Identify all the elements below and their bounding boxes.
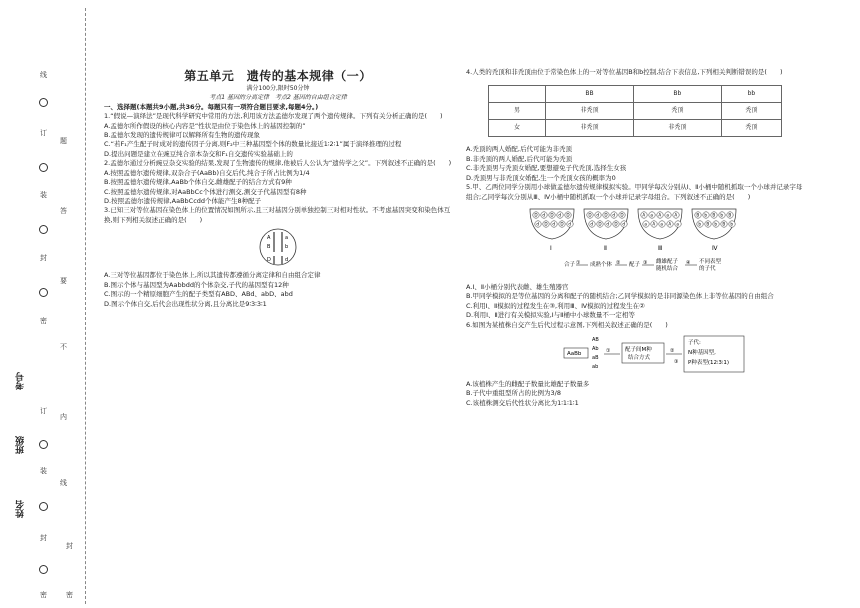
table-cell: 女 <box>489 120 546 137</box>
combination-line1: 配子间M种 <box>625 347 652 354</box>
flow-num: ③ <box>643 259 648 266</box>
gamete: ab <box>592 364 599 371</box>
table-cell: 非秃顶 <box>546 103 634 120</box>
ball-label: A <box>668 221 672 227</box>
question-4-stem: 4.人类的秃顶和非秃顶由位于常染色体上的一对等位基因B和b控制,结合下表信息,下列相关判断错误的是( ) <box>466 68 783 76</box>
q5-option-a: A.Ⅰ、Ⅱ小桶分别代表雌、雄生殖器官 <box>466 282 569 291</box>
table-cell: 秃顶 <box>721 120 781 137</box>
binding-char: 密 <box>40 591 47 599</box>
binding-char: 装 <box>40 467 47 475</box>
allele-label: d <box>285 257 289 264</box>
binding-hole <box>39 163 48 172</box>
flow-step-line2: 的子代 <box>699 265 716 272</box>
binding-cut-line <box>85 8 86 604</box>
bucket <box>530 209 574 252</box>
bucket-label: Ⅲ <box>658 244 663 252</box>
table-cell <box>489 86 546 103</box>
q4-option-d: D.秃顶男与非秃顶女婚配,生一个秃顶女孩的概率为0 <box>466 173 616 182</box>
binding-hole <box>39 565 48 574</box>
binding-hole <box>39 502 48 511</box>
table-cell: 秃顶 <box>633 103 721 120</box>
ball-label: D <box>614 221 618 227</box>
offspring-genotypes: N种基因型, <box>688 350 716 357</box>
ball-label: b <box>714 221 718 227</box>
allele-label: b <box>285 244 289 251</box>
bucket <box>692 209 736 252</box>
ball-label: D <box>544 221 548 227</box>
left-column <box>104 68 452 309</box>
chromosome-cell-figure <box>258 227 298 267</box>
q4-option-a: A.秃顶的两人婚配,后代可能为非秃顶 <box>466 145 572 154</box>
gamete: AB <box>592 337 599 344</box>
ball-label: A <box>674 212 678 218</box>
ball-label: d <box>552 221 556 227</box>
allele-label: B <box>267 244 271 251</box>
ball-label: D <box>598 221 602 227</box>
baldness-table <box>488 85 782 137</box>
ball-label: D <box>534 212 538 218</box>
binding-char: 线 <box>40 71 47 79</box>
bucket <box>584 209 628 252</box>
q3-option-b: B.图示个体与基因型为Aabbdd的个体杂交,子代的基因型有12种 <box>104 280 289 289</box>
binding-hole <box>39 225 48 234</box>
flow-step-line2: 随机结合 <box>656 265 679 272</box>
q5-option-b: B.甲同学模拟的是等位基因的分离和配子的随机结合;乙同学模拟的是非同源染色体上非等位基因的自由组合 <box>466 292 774 301</box>
bucket <box>638 209 682 252</box>
table-row <box>489 120 782 137</box>
ball-label: D <box>604 212 608 218</box>
table-cell: 非秃顶 <box>633 120 721 137</box>
ball-label: A <box>642 212 646 218</box>
binding-char: 装 <box>40 191 47 199</box>
q1-option-b: B.孟德尔发现的遗传规律可以解释所有生物的遗传现象 <box>104 131 261 140</box>
q1-option-c: C.“若F₁产生配子时成对的遗传因子分离,则F₂中三种基因型个体的数量比接近1∶2∶1”属于演绎推理的过程 <box>104 140 402 149</box>
binding-char: 题 <box>60 137 67 145</box>
ball-label: d <box>558 212 562 218</box>
gamete: Ab <box>592 346 599 353</box>
table-row <box>489 103 782 120</box>
ball-label: A <box>658 212 662 218</box>
combination-line2: 结合方式 <box>628 355 651 362</box>
question-5-stem: 5.甲、乙两位同学分别用小球做孟德尔遗传规律模拟实验。甲同学每次分别从Ⅰ、Ⅱ小桶中随机抓取一个小球并记录字母组合;乙同学每次分别从Ⅲ、Ⅳ小桶中随机抓取一个小球并记录字母组合。下列叙述不正确的是( ) <box>466 183 803 201</box>
ball-label: B <box>712 212 716 218</box>
flow-step: 成熟个体 <box>590 261 613 268</box>
q6-option-c: C.该植株测交后代性状分离比为1∶1∶1∶1 <box>466 398 579 407</box>
score-time-line: 满分100分,限时50分钟 <box>246 85 310 93</box>
label-name: 姓名 <box>16 500 26 518</box>
table-cell: bb <box>721 86 781 103</box>
ball-label: A <box>652 221 656 227</box>
ball-label: b <box>698 221 702 227</box>
ball-label: b <box>720 212 724 218</box>
ball-label: a <box>666 212 669 218</box>
q3-option-d: D.图示个体自交,后代会出现性状分离,且分离比是9∶3∶3∶1 <box>104 299 267 308</box>
ball-label: B <box>696 212 700 218</box>
right-column <box>466 68 806 408</box>
flow-step-line1: 不同表型 <box>699 258 722 265</box>
bucket-label: Ⅰ <box>550 244 552 252</box>
ball-label: b <box>730 221 734 227</box>
offspring-title: 子代: <box>688 340 701 347</box>
binding-char: 密 <box>40 317 47 325</box>
ball-label: d <box>606 221 610 227</box>
binding-char: 不 <box>60 343 67 351</box>
ball-label: d <box>622 221 626 227</box>
ball-label: a <box>660 221 663 227</box>
binding-char: 密 <box>66 591 73 599</box>
ball-label: B <box>706 221 710 227</box>
q5-option-d: D.利用Ⅰ、Ⅱ进行有关模拟实验,Ⅰ与Ⅱ桶中小球数量不一定相等 <box>466 311 635 320</box>
q2-option-a: A.按照孟德尔遗传规律,双杂合子(AaBb)自交后代,纯合子所占比例为1/4 <box>104 168 310 177</box>
ball-label: d <box>612 212 616 218</box>
binding-char: 封 <box>40 254 47 262</box>
ball-label: d <box>596 212 600 218</box>
table-cell: 非秃顶 <box>546 120 634 137</box>
ball-label: d <box>590 221 594 227</box>
self-cross-diagram <box>562 333 772 377</box>
q1-option-d: D.提出问题是建立在豌豆纯合亲本杂交和F₁自交遗传实验基础上的 <box>104 149 293 158</box>
table-header-row <box>489 86 782 103</box>
bucket-label: Ⅱ <box>604 244 607 252</box>
bucket-figure <box>526 205 746 253</box>
allele-label: A <box>267 235 271 242</box>
ball-label: D <box>566 212 570 218</box>
question-2-stem: 2.孟德尔通过分析豌豆杂交实验的结果,发现了生物遗传的规律,他被后人公认为“遗传学之父”。下列叙述不正确的是( ) <box>104 159 452 168</box>
table-cell: 男 <box>489 103 546 120</box>
q3-option-c: C.图示的一个精原细胞产生的配子类型有ABD、ABd、abD、abd <box>104 290 293 299</box>
flow-num: ④ <box>686 259 691 266</box>
flow-num: ① <box>576 259 581 266</box>
flow-step: 合子 <box>564 261 576 268</box>
q4-option-c: C.非秃顶男与秃顶女婚配,要想避免子代秃顶,选择生女孩 <box>466 164 627 173</box>
offspring-phenotypes: P种表型(12∶3∶1) <box>688 360 729 367</box>
exam-points: 考点1 基因的分离定律 考点2 基因的自由组合定律 <box>209 94 347 102</box>
page-title: 第五单元 遗传的基本规律（一） <box>184 69 372 83</box>
q5-option-c: C.利用Ⅰ、Ⅱ模拟的过程发生在③,利用Ⅲ、Ⅳ模拟的过程发生在② <box>466 301 645 310</box>
ball-label: a <box>676 221 679 227</box>
ball-label: a <box>644 221 647 227</box>
binding-char: 内 <box>60 413 67 421</box>
binding-hole <box>39 440 48 449</box>
ball-label: D <box>550 212 554 218</box>
question-6-stem: 6.如图为某植株自交产生后代过程示意图,下列相关叙述正确的是( ) <box>466 320 668 329</box>
binding-char: 封 <box>40 534 47 542</box>
table-cell: Bb <box>633 86 721 103</box>
q4-option-b: B.非秃顶的两人婚配,后代可能为秃顶 <box>466 154 573 163</box>
ball-label: d <box>568 221 572 227</box>
table-cell: BB <box>546 86 634 103</box>
allele-label: a <box>285 235 289 242</box>
question-3-stem: 3.已知三对等位基因在染色体上的位置情况如图所示,且三对基因分别单独控制三对相对性状。不考虑基因突变和染色体互换,则下列相关叙述正确的是( ) <box>104 206 451 224</box>
binding-char: 封 <box>66 542 73 550</box>
life-cycle-flow <box>562 256 732 280</box>
label-exam-number: 考号 <box>16 372 26 390</box>
ball-label: D <box>620 212 624 218</box>
bucket-label: Ⅳ <box>712 244 718 252</box>
step-num: ① <box>606 348 611 355</box>
ball-label: D <box>560 221 564 227</box>
step-num: ② <box>670 348 675 355</box>
q3-option-a: A.三对等位基因都位于染色体上,所以其遗传都遵循分离定律和自由组合定律 <box>104 271 321 280</box>
flow-step-line1: 雌雄配子 <box>656 258 679 265</box>
binding-hole <box>39 98 48 107</box>
binding-char: 要 <box>60 277 67 285</box>
table-cell: 秃顶 <box>721 103 781 120</box>
binding-char: 订 <box>40 407 47 415</box>
ball-label: b <box>704 212 708 218</box>
step-num: ③ <box>674 359 679 366</box>
binding-char: 订 <box>40 129 47 137</box>
question-1-stem: 1.“假说—演绎法”是现代科学研究中常用的方法,利用该方法孟德尔发现了两个遗传规律。下列有关分析正确的是( ) <box>104 112 443 121</box>
binding-margin <box>0 0 100 608</box>
q2-option-d: D.按照孟德尔遗传规律,AaBbCcdd个体能产生8种配子 <box>104 196 262 205</box>
label-class: 班级 <box>16 436 26 454</box>
binding-hole <box>39 288 48 297</box>
q1-option-a: A.孟德尔所作假设的核心内容是“性状是由位于染色体上的基因控制的” <box>104 121 306 130</box>
parent-genotype: AaBb <box>567 351 582 358</box>
q6-option-a: A.该植株产生的雌配子数量比雄配子数量多 <box>466 380 590 389</box>
ball-label: B <box>728 212 732 218</box>
binding-char: 线 <box>60 479 67 487</box>
flow-step: 配子 <box>629 261 641 268</box>
flow-num: ② <box>616 259 621 266</box>
ball-label: B <box>722 221 726 227</box>
q6-option-b: B.子代中重组型所占的比例为3/8 <box>466 389 561 398</box>
ball-label: d <box>536 221 540 227</box>
q2-option-c: C.按照孟德尔遗传规律,对AaBbCc个体进行测交,测交子代基因型有8种 <box>104 187 307 196</box>
ball-label: D <box>588 212 592 218</box>
allele-label: D <box>267 257 271 264</box>
binding-char: 答 <box>60 207 67 215</box>
ball-label: a <box>650 212 653 218</box>
section-heading: 一、选择题(本题共9小题,共36分。每题只有一项符合题目要求,每题4分。) <box>104 102 319 111</box>
q2-option-b: B.按照孟德尔遗传规律,AaBb个体自交,雌雄配子的结合方式有9种 <box>104 178 292 187</box>
ball-label: d <box>542 212 546 218</box>
gamete: aB <box>592 355 599 362</box>
